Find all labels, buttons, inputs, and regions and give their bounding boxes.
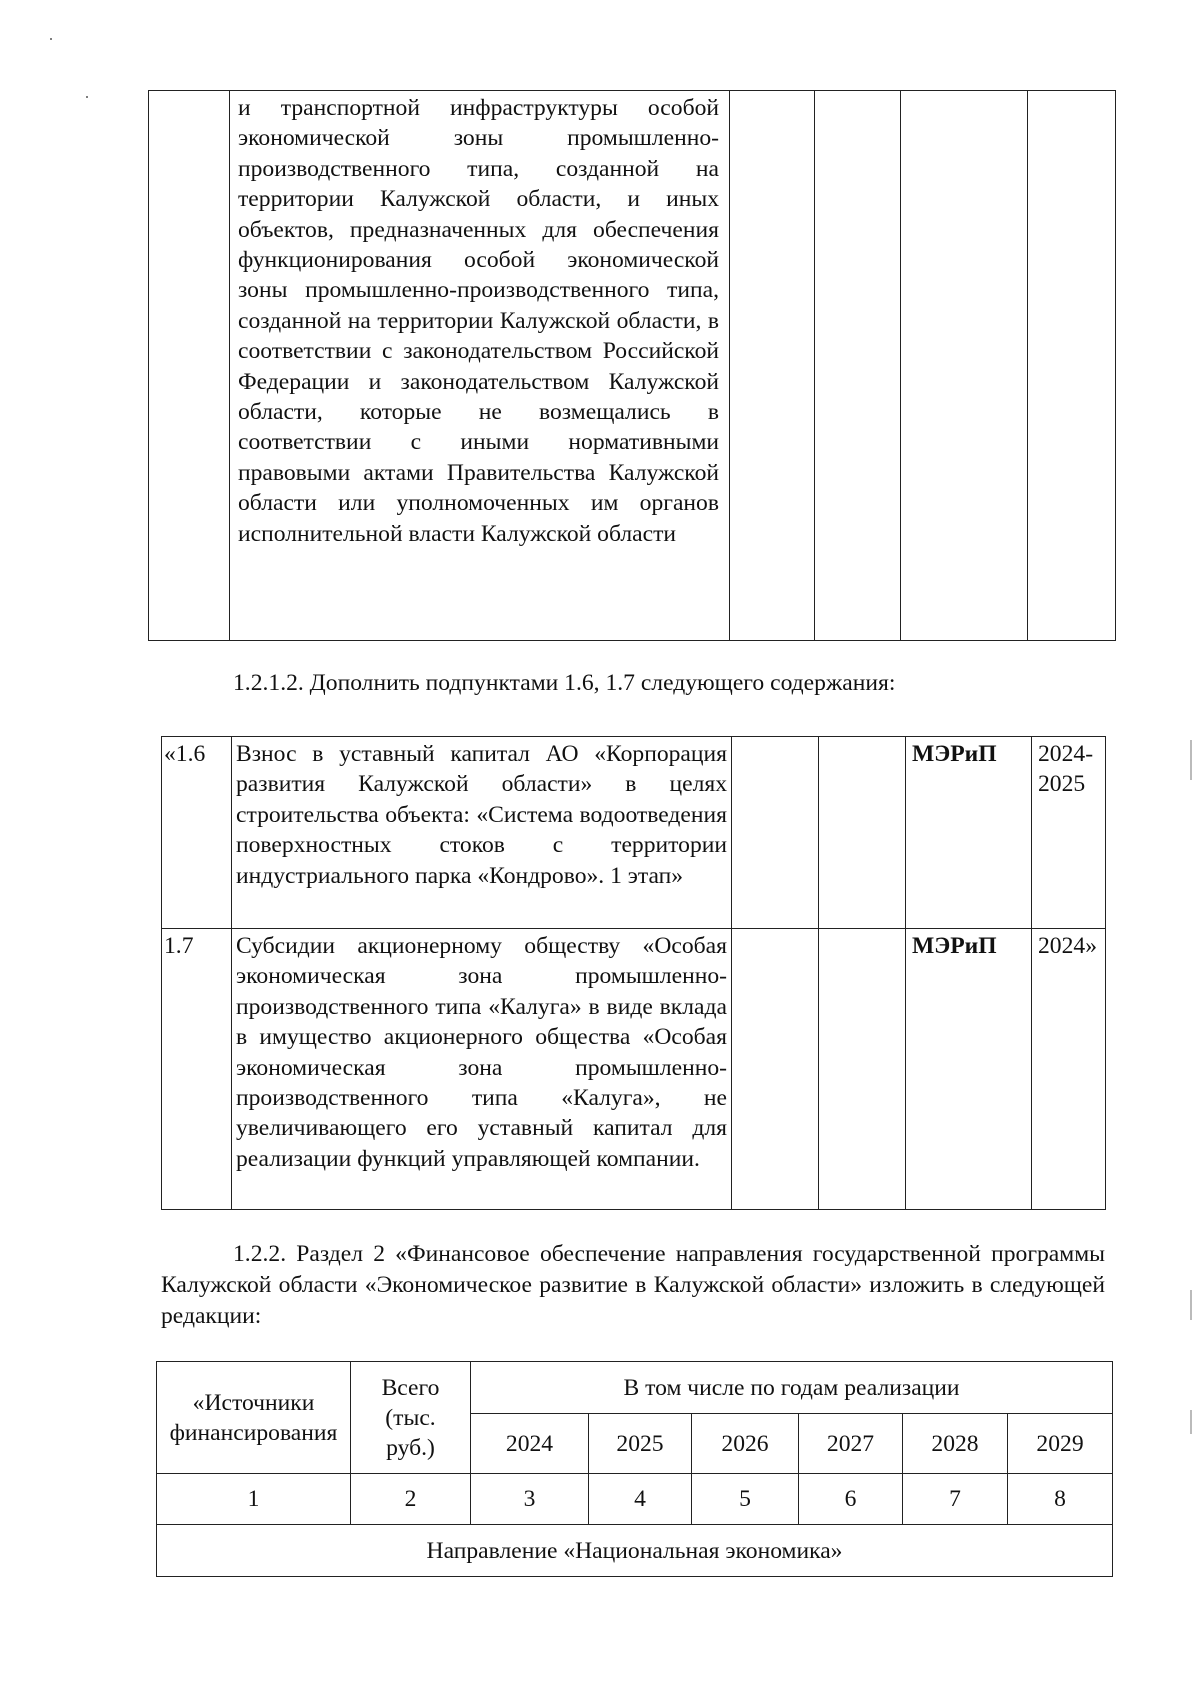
row-number: 1.7 [162, 929, 232, 1210]
table-cell [730, 91, 815, 641]
section-title: Направление «Национальная экономика» [157, 1525, 1113, 1577]
table-cell-number [149, 91, 230, 641]
scan-speck [50, 38, 52, 40]
header-sources: «Источники финансирования [157, 1362, 351, 1474]
header-year: 2024 [471, 1414, 589, 1474]
table-row [162, 737, 1106, 929]
column-number: 5 [692, 1474, 799, 1525]
scan-margin-mark [1190, 740, 1192, 780]
column-number-row [157, 1474, 1113, 1525]
header-years-group: В том числе по годам реализации [471, 1362, 1113, 1414]
table-cell [732, 737, 819, 929]
table-cell [815, 91, 901, 641]
table-cell [819, 929, 906, 1210]
table-row [162, 929, 1106, 1210]
row-text: Взнос в уставный капитал АО «Корпорация развития Калужской области» в целях строительства объекта: «Система водоотведения поверхностных стоков с территории индустриального парка «Кондрово». 1 этап» [232, 737, 732, 929]
row-text: Субсидии акционерному обществу «Особая экономическая зона промышленно-производственного типа «Калуга» в виде вклада в имущество акционерного общества «Особая экономическая зона промышленно-производственного типа «Калуга», не увеличивающего его уставный капитал для реализации функций управляющей компании. [232, 929, 732, 1210]
table-cell [901, 91, 1028, 641]
table-header-row [157, 1362, 1113, 1414]
table-cell [819, 737, 906, 929]
section-row [157, 1525, 1113, 1577]
continuation-table [148, 90, 1116, 641]
table-cell [1028, 91, 1116, 641]
row-number: «1.6 [162, 737, 232, 929]
column-number: 4 [589, 1474, 692, 1525]
section-paragraph: 1.2.2. Раздел 2 «Финансовое обеспечение направления государственной программы Калужской области «Экономическое развитие в Калужской области» изложить в следующей редакции: [161, 1241, 1105, 1329]
header-year: 2028 [903, 1414, 1008, 1474]
financing-table [156, 1361, 1113, 1577]
scan-margin-mark [1190, 1410, 1192, 1434]
scan-speck [86, 96, 88, 98]
row-years-value: 2024-2025 [1038, 741, 1094, 798]
column-number: 7 [903, 1474, 1008, 1525]
scan-margin-mark [1190, 1290, 1192, 1320]
column-number: 1 [157, 1474, 351, 1525]
table-row [149, 91, 1116, 641]
table-cell [732, 929, 819, 1210]
row-years: 2024» [1032, 929, 1106, 1210]
header-total: Всего (тыс. руб.) [351, 1362, 471, 1474]
row-executor: МЭРиП [906, 737, 1032, 929]
column-number: 6 [799, 1474, 903, 1525]
column-number: 8 [1008, 1474, 1113, 1525]
header-year: 2026 [692, 1414, 799, 1474]
column-number: 2 [351, 1474, 471, 1525]
subpoints-table [161, 736, 1106, 1210]
header-year: 2029 [1008, 1414, 1113, 1474]
row-years [1032, 737, 1106, 929]
header-year: 2027 [799, 1414, 903, 1474]
row-executor: МЭРиП [906, 929, 1032, 1210]
table-cell-text: и транспортной инфраструктуры особой экономической зоны промышленно-производственного типа, созданной на территории Калужской области, и иных объектов, предназначенных для обеспечения функционирования особой экономической зоны промышленно-производственного типа, созданной на территории Калужской области, в соответствии с законодательством Российской Федерации и законодательством Калужской области, которые не возмещались в соответствии с иными нормативными правовыми актами Правительства Калужской области или уполномоченных им органов исполнительной власти Калужской области [230, 91, 730, 641]
header-year: 2025 [589, 1414, 692, 1474]
column-number: 3 [471, 1474, 589, 1525]
amendment-caption: 1.2.1.2. Дополнить подпунктами 1.6, 1.7 следующего содержания: [233, 670, 896, 696]
